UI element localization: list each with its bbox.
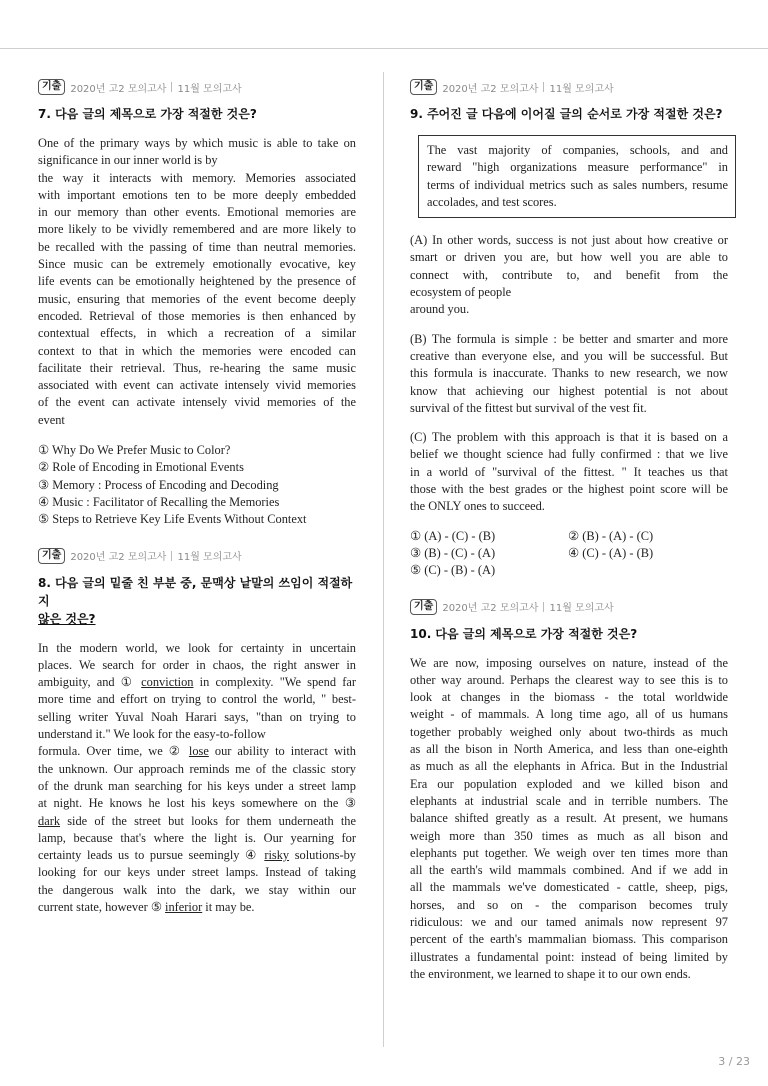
exam-year: 2020년 고2 모의고사 [70,83,167,95]
exam-tag: 기출 [410,79,437,95]
underlined-word: dark [38,813,61,828]
passage-line: more time and effort on trying to control the world, " best- [38,692,356,707]
answer-option: ⑤ Steps to Retrieve Key Life Events Without Context [38,512,307,527]
passage-line: the way it interacts with memory. Memories associated [38,170,356,185]
passage-a [410,232,728,318]
meta-separator [171,551,172,561]
passage-line: (A) In other words, success is not just about how creative or [410,233,728,248]
question-title [38,574,356,628]
passage [38,135,356,429]
passage-line: belief we thought science had fully confirmed : that we live [410,447,728,462]
passage-line: of the event can activate intensely vivid memories of the [38,395,356,410]
passage-line: music, ensuring that memories of the event become deeply [38,291,356,306]
passage-line: all the mammals we've domesticated - cattle, sheep, pigs, [410,880,728,895]
page-number: 3 / 23 [718,1055,750,1068]
passage-line: We are now, imposing ourselves on nature, instead of the [410,655,728,670]
passage-line: look at changes in the biomass - the total worldwide [410,690,728,705]
exam-year: 2020년 고2 모의고사 [442,83,539,95]
passage-line: significance in our inner world is by [38,153,218,168]
question-9 [410,78,728,580]
exam-month: 11월 모의고사 [177,552,242,564]
passage-line: terms of individual metrics such as sales numbers, resume [427,177,728,192]
passage-line: ambiguity, and ① conviction in complexity. "We spend far [38,675,356,690]
passage-line: of the drunk man searching for his keys under a street lamp [38,778,356,793]
answer-option: ② (B) - (A) - (C) [568,528,654,543]
passage-line: smart or driven you are, but how well you are able to [410,250,728,265]
passage-line: One of the primary ways by which music is able to take on [38,136,356,150]
passage-line: life events can be emotionally heightened by the presence of [38,274,356,289]
passage-line: the ONLY ones to succeed. [410,499,545,514]
passage-line: the environment, we learned to shape it to our own ends. [410,966,691,981]
question-meta [410,598,728,616]
passage-line: (C) The problem with this approach is that it is based on a [410,430,728,445]
passage-line: reward "high organizations measure performance" in [427,160,728,175]
passage-line: creative than everyone else, and you will be successful. But [410,348,728,363]
question-meta [38,78,356,96]
passage-line: associated with event can activate intensely vivid memories [38,378,356,393]
passage-line: places. We search for order in chaos, the right answer in [38,657,356,672]
passage-c [410,429,728,515]
passage-line: with important emotions ten to be more deeply embedded [38,187,356,202]
passage-line: looking for our keys under street lamps. Instead of taking [38,865,356,880]
title-line: 않은 것은? [38,611,96,626]
question-meta [410,78,728,96]
passage [410,655,728,984]
passage-line: The vast majority of companies, schools, and and [427,143,728,157]
answer-option: ③ Memory : Process of Encoding and Decoding [38,477,279,492]
passage-line: current state, however ⑤ inferior it may be. [38,899,255,914]
passage-line: formula. Over time, we ② lose our ability to interact with [38,744,356,759]
answer-options [38,442,356,528]
answer-option: ④ Music : Facilitator of Recalling the Memories [38,494,280,509]
passage-line: connect with, contribute to, and benefit from the [410,267,728,282]
exam-month: 11월 모의고사 [177,83,242,95]
answer-option: ④ (C) - (A) - (B) [568,545,654,560]
passage-line: accolades, and test scores. [427,194,557,209]
passage-line: Era our population exploded and we killed bison and [410,776,728,791]
given-passage-box [418,135,736,218]
answer-option: ③ (B) - (C) - (A) [410,545,496,560]
header-rule [0,48,768,49]
column-divider [383,72,384,1047]
exam-tag: 기출 [38,79,65,95]
meta-separator [543,602,544,612]
question-title: 9. 주어진 글 다음에 이어질 글의 순서로 가장 적절한 것은? [410,107,723,121]
exam-tag: 기출 [410,599,437,615]
passage-line: be recalled with the passing of time than neutral memories. [38,239,356,254]
passage-line: understand it." We look for the easy-to-follow [38,727,266,742]
passage-line: (B) The formula is simple : be better and smarter and more [410,331,728,346]
passage-line: In the modern world, we look for certainty in uncertain [38,640,356,655]
passage-line: as all the bison in North America, and less than one-eighth [410,742,728,757]
passage-line: together probably weighed only about two-thirds as much [410,724,728,739]
passage-line: all the earth's wild mammals combined. And if we add in [410,863,728,878]
passage-line: facilitate their retrieval. Thus, re-hearing the same music [38,360,356,375]
exam-year: 2020년 고2 모의고사 [70,552,167,564]
passage-line: elephants at industrial scale and in terrible numbers. The [410,793,728,808]
passage-line: in our memory than other events. Emotional memories are [38,205,356,220]
right-column [410,78,728,983]
left-column [38,78,356,916]
passage-line: Since music can be extremely emotionally evocative, key [38,257,356,272]
passage-line: encoded. Retrieval of those memories is then enhanced by [38,308,356,323]
question-10 [410,598,728,984]
underlined-word: risky [264,848,290,863]
passage-line: horses, and so on - the comparison becomes truly [410,897,728,912]
passage-line: as much as all the elephants in Africa. But in the Industrial [410,759,728,774]
underlined-word: inferior [165,899,203,914]
answer-options [410,528,728,580]
passage-line: contextual effects, in which a recreation of a similar [38,326,356,341]
passage-line: balance shifted greatly as a result. At present, we humans [410,811,728,826]
meta-separator [171,82,172,92]
question-title: 10. 다음 글의 제목으로 가장 적절한 것은? [410,626,638,641]
answer-option: ② Role of Encoding in Emotional Events [38,460,244,475]
passage-line: percent of the earth's mammalian biomass. This comparison [410,932,728,947]
title-line: 8. 다음 글의 밑줄 친 부분 중, 문맥상 낱말의 쓰임이 적절하지 [38,575,353,608]
passage-line: around you. [410,302,470,317]
passage-line: weight - of mammals. A long time ago, all of us humans [410,707,728,722]
question-meta [38,547,356,565]
passage-line: know that achieving our highest potential is not about [410,383,728,398]
underlined-word: conviction [141,675,194,690]
passage-line: at night. He knows he lost his keys somewhere on the ③ [38,796,356,811]
passage-line: more likely to be vividly remembered and are more likely to [38,222,356,237]
passage-line: lamp, because that's where the light is. Our yearning for [38,830,356,845]
passage-b [410,331,728,417]
passage-line: ecosystem of people [410,285,512,300]
question-title: 7. 다음 글의 제목으로 가장 적절한 것은? [38,107,257,121]
passage-line: other way around. Perhaps the clearest way to see this is to [410,672,728,687]
answer-option: ① (A) - (C) - (B) [410,528,496,543]
passage-line: the dangerous walk into the dark, we stay within our [38,882,356,897]
passage-line: survival of the fittest but survival of the vest fit. [410,400,647,415]
question-7 [38,78,356,529]
passage-line: illustrates a fundamental point: instead of being limited by [410,949,728,964]
underlined-word: lose [188,744,209,759]
passage-line: those with the best grades or the highest point score will be [410,482,728,497]
passage-line: dark side of the street but looks for them underneath the [38,813,356,828]
passage-line: weigh more than 350 times as much as all bison and [410,828,728,843]
exam-month: 11월 모의고사 [549,83,614,95]
passage-line: context to that in which the memories were encoded can [38,343,356,358]
passage-line: certainty leads us to pursue seemingly ④ risky solutions-by [38,848,356,863]
passage [38,640,356,917]
exam-year: 2020년 고2 모의고사 [442,603,539,615]
answer-option: ① Why Do We Prefer Music to Color? [38,443,231,458]
passage-line: elephants put together. We weigh over ten times more than [410,845,728,860]
question-8 [38,547,356,917]
meta-separator [543,82,544,92]
passage-line: in a world of "survival of the fittest. " It teaches us that [410,464,728,479]
passage-line: the unknown. Our approach reminds me of the classic story [38,761,356,776]
exam-tag: 기출 [38,548,65,564]
passage-line: this formula is inaccurate. Thanks to new research, we now [410,366,728,381]
passage-line: ridiculous: we and our tamed animals now represent 97 [410,914,728,929]
exam-month: 11월 모의고사 [549,603,614,615]
passage-line: event [38,412,65,427]
answer-option: ⑤ (C) - (B) - (A) [410,563,496,578]
passage-line: selling writer Yuval Noah Harari says, "than on trying to [38,709,356,724]
